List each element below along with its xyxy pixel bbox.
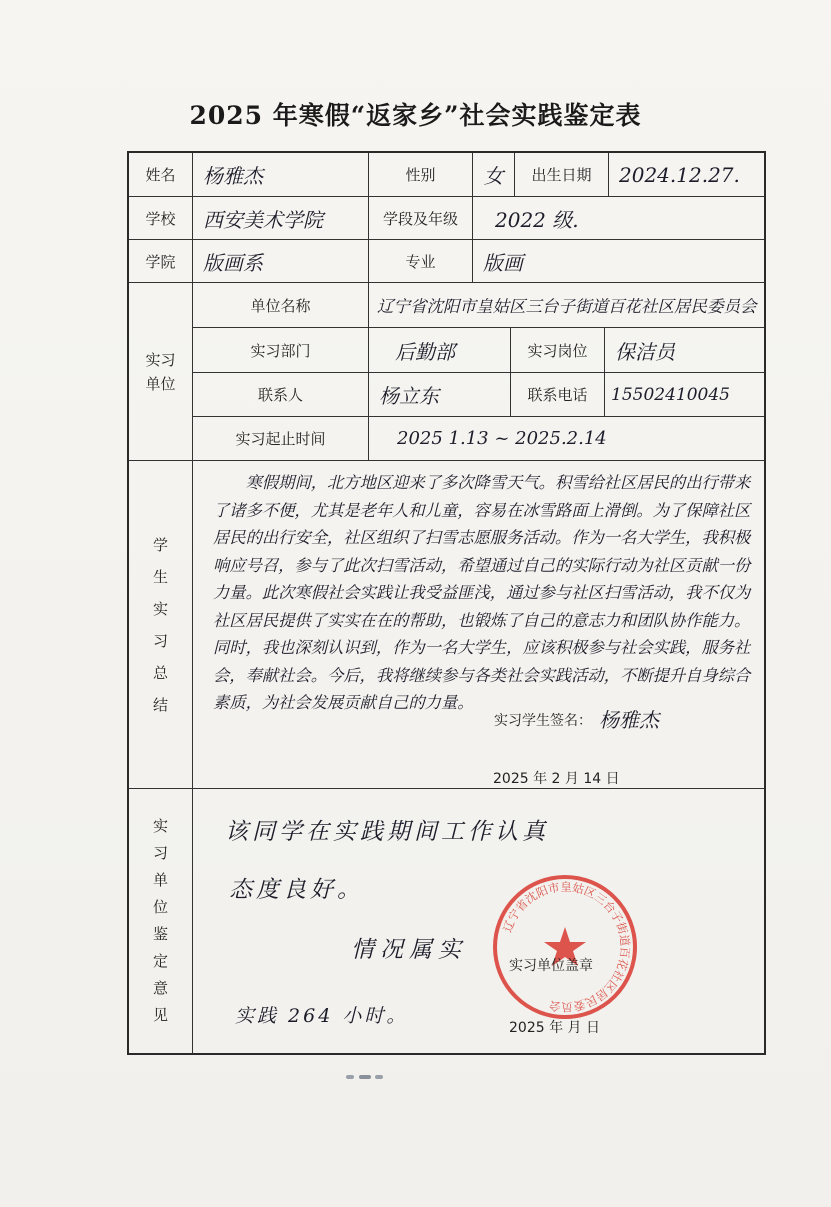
value-unit-name: 辽宁省沈阳市皇姑区三台子街道百花社区居民委员会: [369, 283, 764, 328]
label-department: 实习部门: [193, 328, 369, 373]
label-school: 学校: [129, 197, 193, 240]
label-unit-name: 单位名称: [193, 283, 369, 328]
label-phone: 联系电话: [511, 373, 605, 417]
label-position: 实习岗位: [511, 328, 605, 373]
label-level: 学段及年级: [369, 197, 473, 240]
label-evaluation-text: 实习单位鉴定意见: [152, 817, 168, 1024]
evaluation-line2: 态度良好。: [229, 877, 364, 903]
label-major: 专业: [369, 240, 473, 283]
label-unit: [129, 283, 193, 461]
evaluation-date: 2025 年 月 日: [509, 1020, 600, 1036]
label-college: 学院: [129, 240, 193, 283]
value-gender: 女: [473, 153, 515, 197]
summary-text: 寒假期间，北方地区迎来了多次降雪天气。积雪给社区居民的出行带来了诸多不便，尤其是老年人和儿童，容易在冰雪路面上滑倒。为了保障社区居民的出行安全，社区组织了扫雪志愿服务活动。作为一名大学生，我积极响应号召，参与了此次扫雪活动，希望通过自己的实际行动为社区贡献一份力量。此次寒假社会实践让我受益匪浅，通过参与社区扫雪活动，我不仅为社区居民提供了实实在在的帮助，也锻炼了自己的意志力和团队协作能力。同时，我也深刻认识到，作为一名大学生，应该积极参与社会实践，服务社会，奉献社会。今后，我将继续参与各类社会实践活动，不断提升自身综合素质，为社会发展贡献自己的力量。: [213, 473, 751, 712]
label-summary-text: 学生实习总结: [152, 535, 168, 714]
label-contact: 联系人: [193, 373, 369, 417]
signature-name: 杨雅杰: [599, 708, 659, 732]
evaluation-line3: 情况属实: [351, 937, 467, 963]
value-phone: 15502410045: [605, 373, 764, 417]
value-name: 杨雅杰: [193, 153, 369, 197]
evaluation-line1: 该同学在实践期间工作认真: [225, 819, 549, 845]
binding-mark-icon: [344, 1072, 386, 1082]
value-level: 2022 级.: [473, 197, 764, 240]
value-period: 2025 1.13 ~ 2025.2.14: [369, 417, 764, 461]
label-gender: 性别: [369, 153, 473, 197]
label-birth: 出生日期: [515, 153, 609, 197]
value-position: 保洁员: [605, 328, 764, 373]
label-period: 实习起止时间: [193, 417, 369, 461]
value-birth: 2024.12.27.: [609, 153, 764, 197]
summary-date: 2025 年 2 月 14 日: [493, 771, 620, 787]
value-school: 西安美术学院: [193, 197, 369, 240]
stamp-label: 实习单位盖章: [509, 958, 593, 974]
value-department: 后勤部: [369, 328, 511, 373]
label-summary: [129, 461, 193, 789]
label-unit-text: 实习单位: [145, 350, 176, 393]
label-name: 姓名: [129, 153, 193, 197]
signature-label: 实习学生签名：: [494, 713, 592, 729]
value-contact: 杨立东: [369, 373, 511, 417]
value-college: 版画系: [193, 240, 369, 283]
form-title: 2025 年寒假“返家乡”社会实践鉴定表: [189, 101, 642, 130]
label-evaluation: [129, 789, 193, 1053]
unit-seal-stamp: [489, 871, 641, 1023]
value-major: 版画: [473, 240, 764, 283]
seal-text: 辽宁省沈阳市皇姑区三台子街道百花社区居民委员会: [500, 879, 633, 1015]
evaluation-line4: 实践 264 小时。: [235, 1005, 409, 1027]
appraisal-table: [127, 151, 766, 1055]
